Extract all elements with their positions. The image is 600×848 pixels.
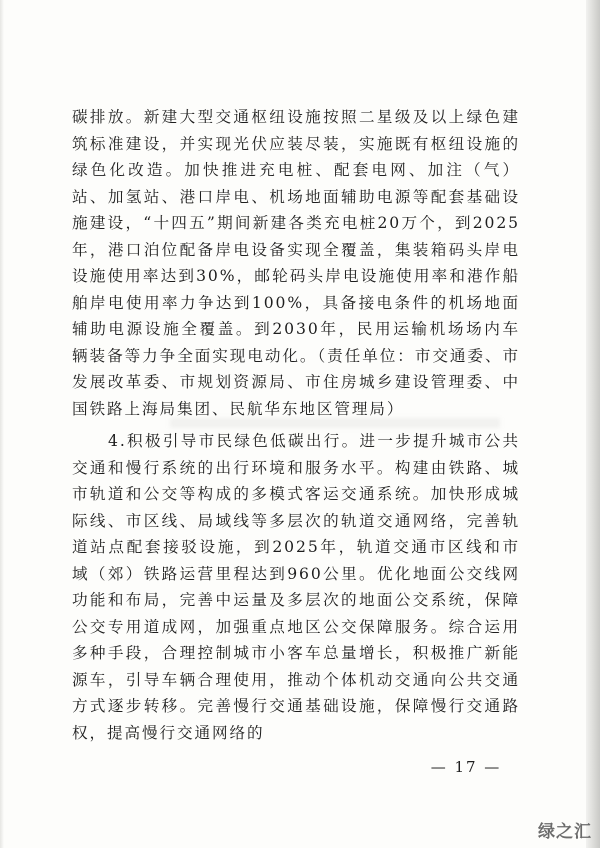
paragraph-item-4: 4.积极引导市民绿色低碳出行。进一步提升城市公共交通和慢行系统的出行环境和服务水平。构建由铁路、城市轨道和公交等构成的多模式客运交通系统。加快形成城际线、市区线、局域线等多层次的轨道交通网络，完善轨道站点配套接驳设施，到2025年，轨道交通市区线和市域（郊）铁路运营里程达到960公里。优化地面公交线网功能和布局，完善中运量及多层次的地面公交系统，保障公交专用道成网，加强重点地区公交保障服务。综合运用多种手段，合理控制城市小客车总量增长，积极推广新能源车，引导车辆合理使用，推动个体机动交通向公共交通方式逐步转移。完善慢行交通基础设施，保障慢行交通路权，提高慢行交通网络的 — [72, 432, 520, 742]
page-number: — 17 — — [430, 758, 502, 776]
scan-edge-right — [586, 0, 600, 848]
paragraph-continued: 碳排放。新建大型交通枢纽设施按照二星级及以上绿色建筑标准建设，并实现光伏应装尽装，实施既有枢纽设施的绿色化改造。加快推进充电桩、配套电网、加注（气）站、加氢站、港口岸电、机场地面辅助电源等配套基础设施建设，“十四五”期间新建各类充电桩20万个，到2025年，港口泊位配备岸电设备实现全覆盖，集装箱码头岸电设施使用率达到30%，邮轮码头岸电设施使用率和港作船舶岸电使用率力争达到100%，具备接电条件的机场地面辅助电源设施全覆盖。到2030年，民用运输机场场内车辆装备等力争全面实现电动化。（责任单位：市交通委、市发展改革委、市规划资源局、市住房城乡建设管理委、中国铁路上海局集团、民航华东地区管理局） — [72, 108, 520, 418]
body-text — [72, 104, 520, 746]
watermark-logo: 绿之汇 — [538, 822, 592, 842]
scan-edge-left — [0, 0, 4, 848]
